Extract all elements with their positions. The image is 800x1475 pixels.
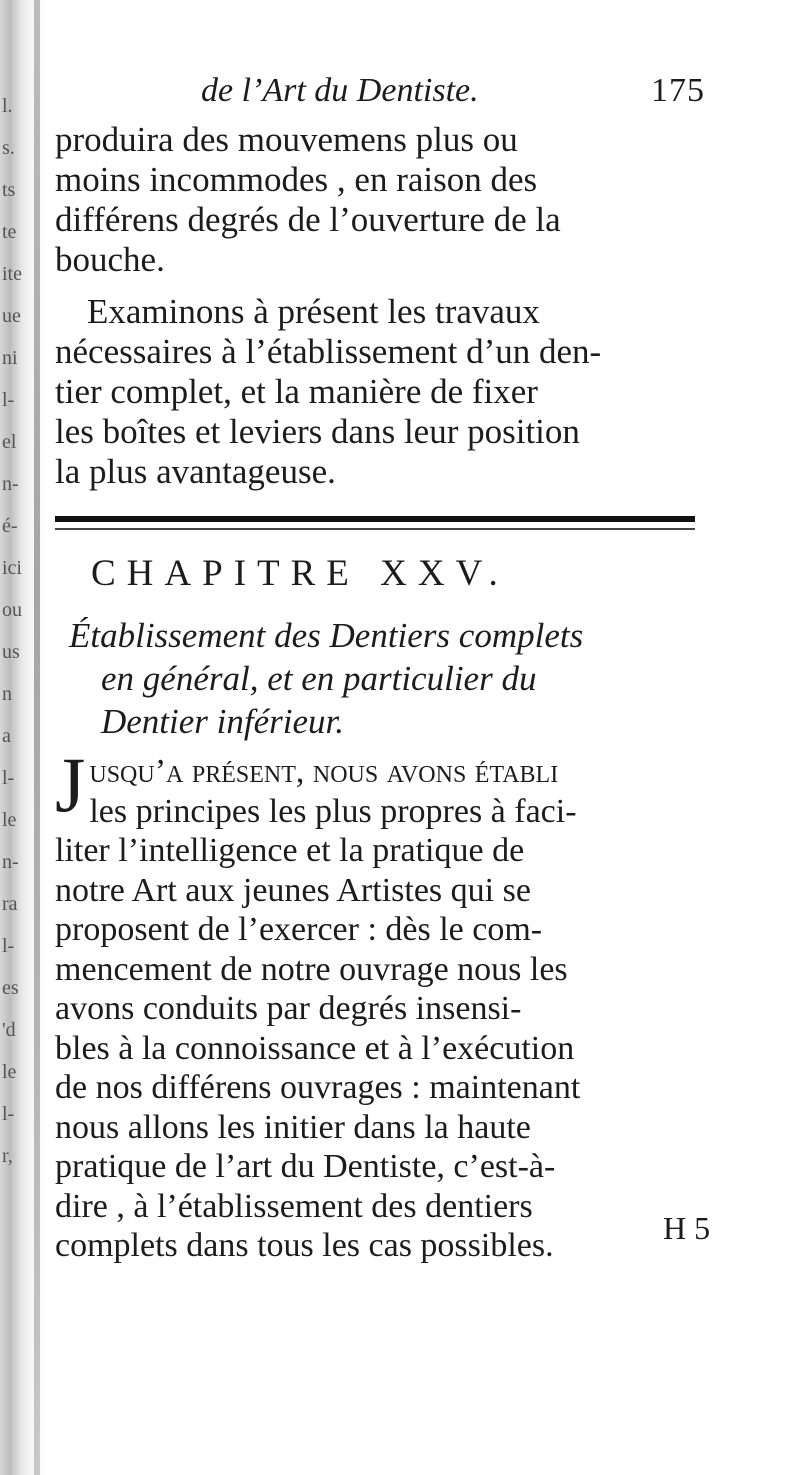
facing-page-fragment: ra — [2, 893, 18, 915]
chapter-title-line: Établissement des Dentiers complets — [69, 616, 584, 655]
text-line: tier complet, et la manière de fixer — [55, 372, 538, 411]
facing-page-fragment: n- — [2, 851, 19, 873]
facing-page-fragment: ts — [2, 179, 16, 201]
page-number: 175 — [651, 72, 705, 109]
facing-page-fragment: ou — [2, 599, 22, 621]
text-line: la plus avantageuse. — [55, 452, 336, 491]
text-line: nous allons les initier dans la haute — [55, 1108, 531, 1146]
facing-page-fragment: es — [2, 977, 19, 999]
chapter-title — [69, 614, 729, 743]
facing-page-fragment: r, — [2, 1145, 13, 1167]
text-line: notre Art aux jeunes Artistes qui se — [55, 871, 531, 909]
running-title: de l’Art du Dentiste. — [201, 72, 479, 109]
text-line: usqu’a présent, nous avons établi — [89, 753, 559, 790]
facing-page-fragment: le — [2, 1061, 17, 1083]
text-line: les boîtes et leviers dans leur position — [55, 412, 580, 451]
text-line: de nos différens ouvrages : maintenant — [55, 1069, 581, 1106]
text-line: dire , à l’établissement des dentiers — [55, 1187, 533, 1225]
binding-shadow — [34, 0, 40, 1475]
section-rule-thin — [55, 528, 695, 530]
facing-page-fragment: le — [2, 809, 17, 831]
drop-cap: J — [55, 741, 86, 828]
text-line: pratique de l’art du Dentiste, c’est-à- — [55, 1148, 556, 1185]
section-rule-thick — [55, 516, 695, 522]
facing-page-fragment: s. — [2, 137, 15, 159]
facing-page-fragment: l- — [2, 767, 15, 789]
facing-page-fragment: ite — [2, 263, 22, 285]
text-line: bles à la connoissance et à l’exécution — [55, 1029, 575, 1067]
chapter-body — [55, 741, 735, 1266]
paragraph-examinons — [55, 292, 735, 492]
text-line: moins incommodes , en raison des — [55, 160, 538, 199]
facing-page-fragment: l. — [2, 95, 13, 117]
text-line: mencement de notre ouvrage nous les — [55, 950, 568, 988]
facing-page-fragment: é- — [2, 515, 18, 537]
facing-page-fragment: l- — [2, 1103, 15, 1125]
chapter-title-line: en général, et en particulier du — [101, 659, 537, 698]
facing-page-fragment: us — [2, 641, 20, 663]
facing-page-fragment: el — [2, 431, 17, 453]
chapter-title-line: Dentier inférieur. — [101, 702, 345, 741]
text-line: nécessaires à l’établissement d’un den- — [55, 332, 602, 371]
text-line: bouche. — [55, 240, 165, 279]
chapter-heading: CHAPITRE XXV. — [91, 553, 509, 594]
facing-page-fragment: n — [2, 683, 12, 705]
facing-page-fragment: ici — [2, 557, 22, 579]
text-line: complets dans tous les cas possibles. — [55, 1227, 554, 1264]
facing-page-fragment: l- — [2, 935, 15, 957]
text-line: Examinons à présent les travaux — [87, 292, 540, 331]
book-page — [55, 0, 775, 1475]
paragraph-continuation — [55, 120, 735, 280]
text-line: liter l’intelligence et la pratique de — [55, 832, 525, 869]
running-header — [55, 72, 705, 112]
text-line: avons conduits par degrés insensi- — [55, 990, 522, 1027]
text-line: les principes les plus propres à faci- — [89, 792, 577, 830]
facing-page-fragment: a — [2, 725, 11, 747]
facing-page-fragment: n- — [2, 473, 19, 495]
text-line: différens degrés de l’ouverture de la — [55, 200, 561, 239]
facing-page-fragment: 'd — [2, 1019, 16, 1041]
text-line: proposent de l’exercer : dès le com- — [55, 911, 543, 948]
text-line: produira des mouvemens plus ou — [55, 120, 518, 159]
facing-page-fragment: ni — [2, 347, 18, 369]
facing-page-fragment: l- — [2, 389, 15, 411]
facing-page-fragment: te — [2, 221, 17, 243]
facing-page-fragment: ue — [2, 305, 21, 327]
signature-mark: H 5 — [663, 1210, 711, 1246]
